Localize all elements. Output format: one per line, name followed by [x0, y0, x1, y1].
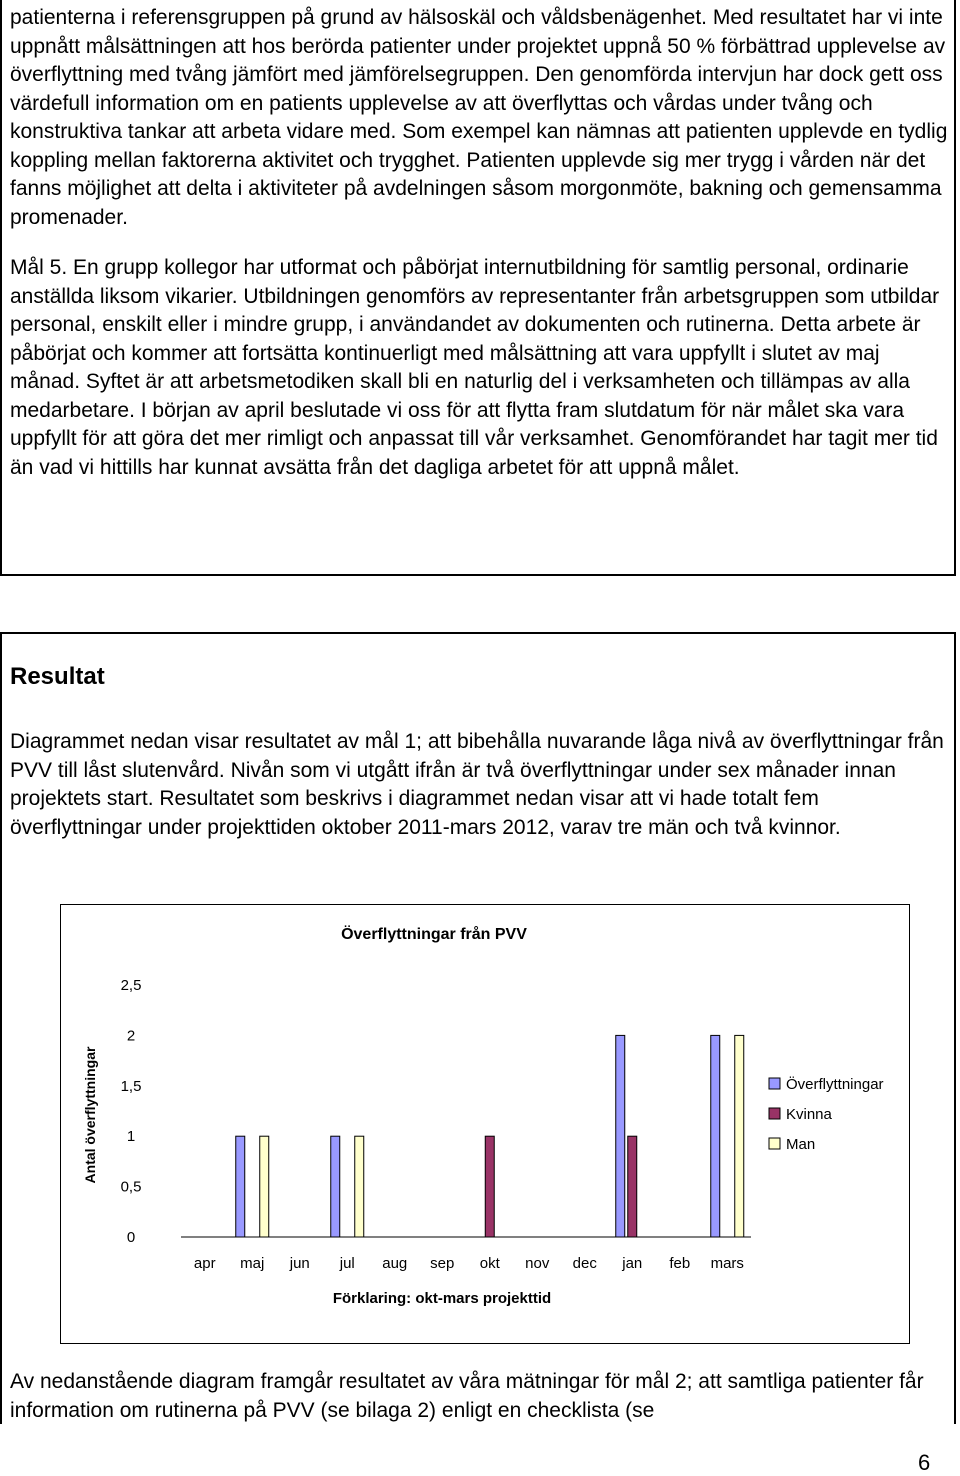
x-tick-label: jul [339, 1255, 355, 1272]
paragraph-goal-5: Mål 5. En grupp kollegor har utformat och påbörjat internutbildning för samtlig personal, ordinarie anställda liksom vikarier. Utbildningen genomförs av representanter från arbetsgruppen som utbildar personal, enskilt eller i mindre grupp, i användandet av dokumenten och rutinerna. Detta arbete är påbörjat och kommer att fortsätta kontinuerligt med målsättning att vara uppfyllt i slutet av maj månad. Syftet är att arbetsmetodiken skall bli en naturlig del i verksamheten och tillämpas av alla medarbetare. I början av april beslutade vi oss för att flytta fram slutdatum för när målet ska vara uppfyllt för att göra det mer rimligt och anpassat till vår verksamhet. Genomförandet har tagit mer tid än vad vi hittills har kunnat avsätta från det dagliga arbetet för att uppnå målet. [10, 256, 940, 479]
chart-y-axis-label: Antal överflyttningar [82, 1046, 98, 1184]
bar [711, 1035, 720, 1237]
bar [260, 1136, 269, 1237]
y-tick-label: 1 [126, 1128, 136, 1146]
y-tick-label: 0,5 [120, 1178, 142, 1196]
x-tick-label: sep [430, 1255, 455, 1272]
x-tick-label: okt [479, 1255, 500, 1272]
legend-swatch [769, 1078, 780, 1089]
legend-label: Överflyttningar [786, 1076, 884, 1093]
legend-swatch [769, 1108, 780, 1119]
bar [355, 1136, 364, 1237]
bar [616, 1035, 625, 1237]
paragraph-chart-intro: Diagrammet nedan visar resultatet av mål 1; att bibehålla nuvarande låga nivå av överflyttningar från PVV till låst slutenvård. Nivån som vi utgått ifrån är två överflyttningar under sex månader innan projektets start. Resultatet som beskrivs i diagrammet nedan visar att vi hade totalt fem överflyttningar under projekttiden oktober 2011-mars 2012, varav tre män och två kvinnor. [10, 730, 944, 839]
x-tick-label: dec [572, 1255, 597, 1272]
page-number: 6 [918, 1450, 931, 1475]
bar [628, 1136, 637, 1237]
x-tick-label: aug [382, 1255, 408, 1272]
text-box-results [0, 632, 956, 1424]
chart-x-axis-label: Förklaring: okt-mars projekttid [332, 1290, 552, 1307]
heading-resultat: Resultat [10, 663, 105, 690]
x-tick-label: mars [710, 1255, 744, 1272]
chart-svg [61, 905, 911, 1345]
paragraph-interview-result: patienterna i referensgruppen på grund av hälsoskäl och våldsbenägenhet. Med resultatet har vi inte uppnått målsättningen att hos berörda patienter under projektet uppnå 50 % förbättrad upplevelse av överflyttning med tvång jämfört med jämförelsegruppen. Den genomförda intervjun har dock gett oss värdefull information om en patients upplevelse av att överflyttas och vårdas under tvång och konstruktiva tankar att arbeta vidare med. Som exempel kan nämnas att patienten upplevde en tydlig koppling mellan faktorerna aktivitet och trygghet. Patienten upplevde sig mer trygg i vården när det fanns möjlighet att delta i aktiviteter på avdelningen såsom morgonmöte, bakning och gemensamma promenader. [10, 6, 948, 229]
y-tick-label: 1,5 [120, 1077, 142, 1095]
chart-title: Överflyttningar från PVV [341, 926, 527, 943]
legend-label: Man [786, 1136, 816, 1153]
text-box-goals [0, 0, 956, 576]
legend-label: Kvinna [786, 1106, 832, 1123]
chart-overflyttningar [60, 904, 910, 1344]
y-tick-label: 2,5 [120, 977, 142, 994]
x-tick-label: apr [193, 1255, 216, 1272]
y-tick-label: 0 [126, 1229, 136, 1246]
x-tick-label: feb [669, 1255, 691, 1272]
bar [735, 1035, 744, 1237]
x-tick-label: jan [622, 1255, 643, 1272]
bar [485, 1136, 494, 1237]
paragraph-after-chart: Av nedanstående diagram framgår resultatet av våra mätningar för mål 2; att samtliga patienter får information om rutinerna på PVV (se bilaga 2) enligt en checklista (se [10, 1370, 924, 1422]
x-tick-label: nov [525, 1255, 550, 1272]
x-tick-label: jun [289, 1255, 310, 1272]
bar [236, 1136, 245, 1237]
chart-plot-area [121, 977, 751, 1272]
y-tick-label: 2 [126, 1027, 136, 1045]
legend-swatch [769, 1138, 780, 1149]
chart-legend [769, 1075, 884, 1153]
bar [331, 1136, 340, 1237]
x-tick-label: maj [240, 1255, 265, 1272]
